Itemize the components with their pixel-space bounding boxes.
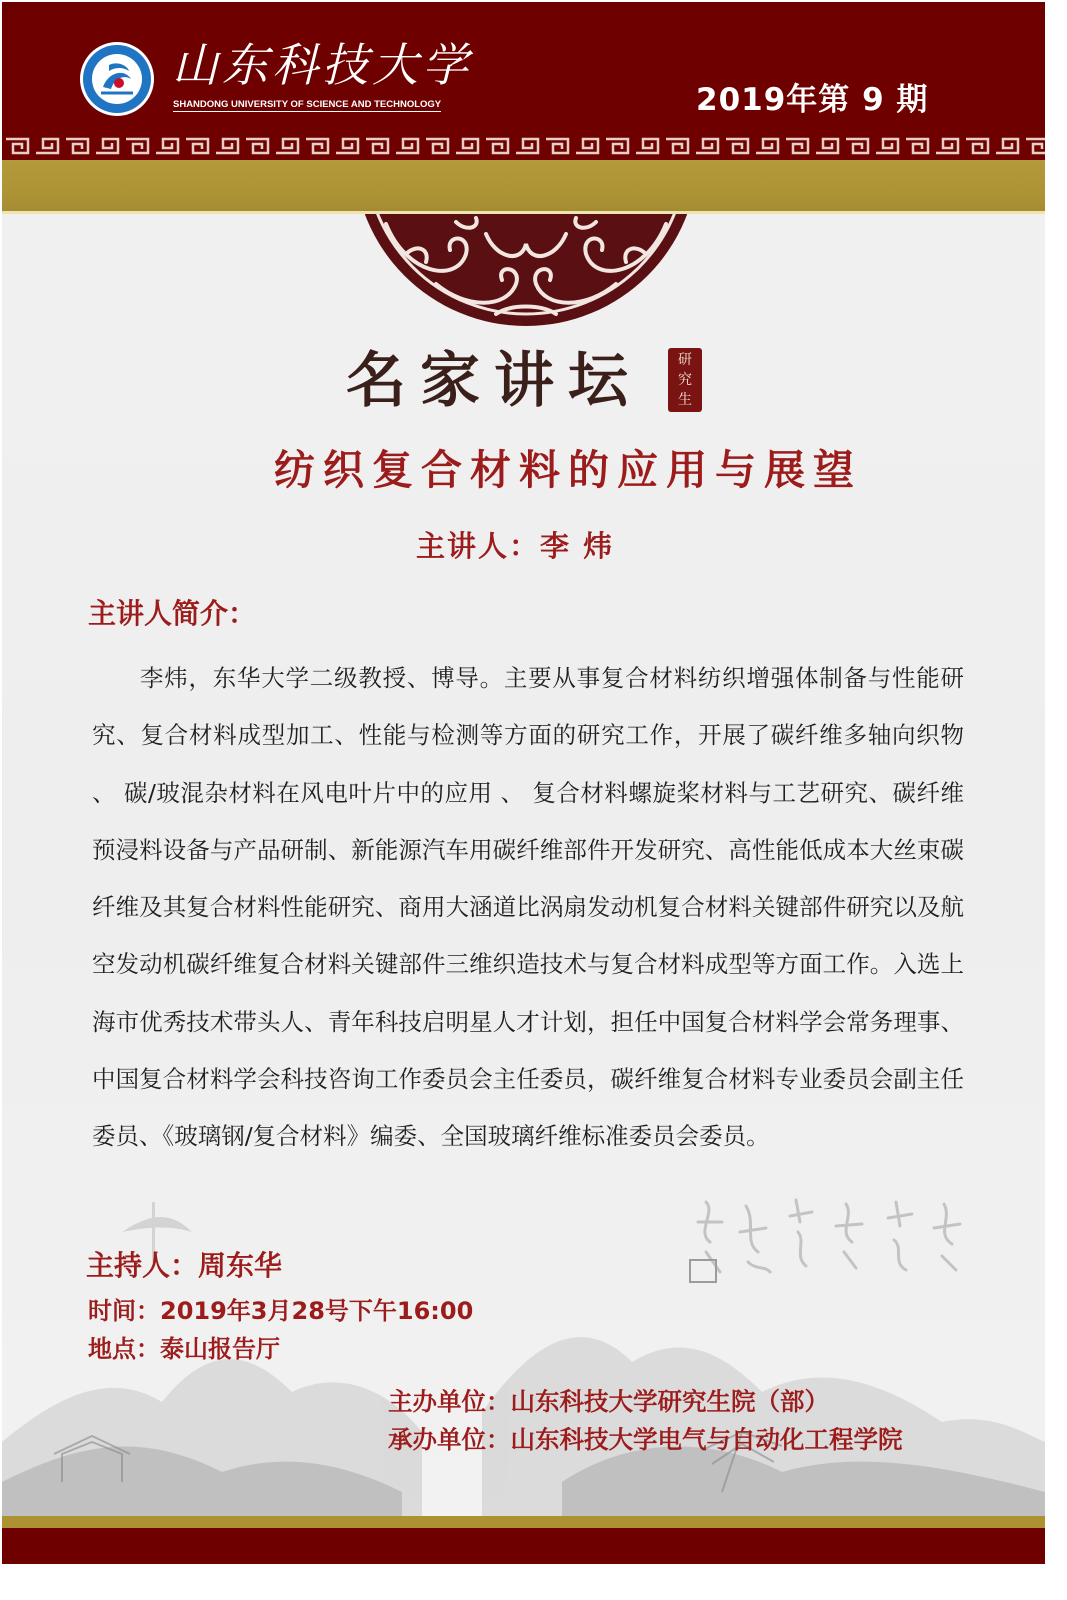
graduate-seal-stamp — [668, 348, 702, 412]
school-name-en: SHANDONG UNIVERSITY OF SCIENCE AND TECHNOLOGY — [173, 99, 442, 110]
forum-title: 名家讲坛 — [346, 346, 642, 416]
seal-char: 究 — [678, 372, 692, 388]
seal-char: 生 — [678, 392, 692, 408]
time-line: 时间：2019年3月28号下午16:00 — [88, 1297, 474, 1325]
gold-band — [2, 160, 1045, 214]
host-line: 主持人：周东华 — [86, 1249, 283, 1282]
calligraphy-art — [686, 1182, 986, 1292]
fret-border — [2, 132, 1045, 160]
poster — [2, 2, 1045, 1564]
speaker-line: 主讲人：李 炜 — [416, 529, 615, 563]
speaker-bio: 李炜，东华大学二级教授、博导。主要从事复合材料纺织增强体制备与性能研究、复合材料成型加工、性能与检测等方面的研究工作，开展了碳纤维多轴向织物 、 碳/玻混杂材料在风电叶片中的应用 、 复合材料螺旋桨材料与工艺研究、碳纤维预浸料设备与产品研制、新能源汽车用碳纤维部件开发研究、高性能低成本大丝束碳纤维及其复合材料性能研究、商用大涵道比涡扇发动机复合材料关键部件研究以及航空发动机碳纤维复合材料关键部件三维织造技术与复合材料成型等方面工作。入选上海市优秀技术带头人、青年科技启明星人才计划，担任中国复合材料学会常务理事、中国复合材料学会科技咨询工作委员会主任委员，碳纤维复合材料专业委员会副主任委员、《玻璃钢/复合材料》编委、全国玻璃纤维标准委员会委员。 — [92, 664, 964, 1151]
co-organizer-line: 承办单位：山东科技大学电气与自动化工程学院 — [388, 1425, 903, 1454]
university-emblem-icon — [79, 41, 155, 117]
venue-line: 地点：泰山报告厅 — [88, 1335, 280, 1363]
issue-label: 2019年第 9 期 — [696, 82, 929, 118]
organizer-line: 主办单位：山东科技大学研究生院（部） — [388, 1387, 829, 1416]
header-band — [2, 2, 1045, 132]
lecture-title: 纺织复合材料的应用与展望 — [274, 446, 862, 494]
seal-char: 研 — [678, 352, 692, 368]
footer-maroon-band — [2, 1528, 1045, 1564]
footer-gold-band — [2, 1516, 1045, 1528]
school-name-cn: 山东科技大学 — [172, 38, 472, 92]
cloud-pattern-medallion — [346, 214, 706, 329]
intro-heading: 主讲人简介： — [88, 597, 257, 630]
